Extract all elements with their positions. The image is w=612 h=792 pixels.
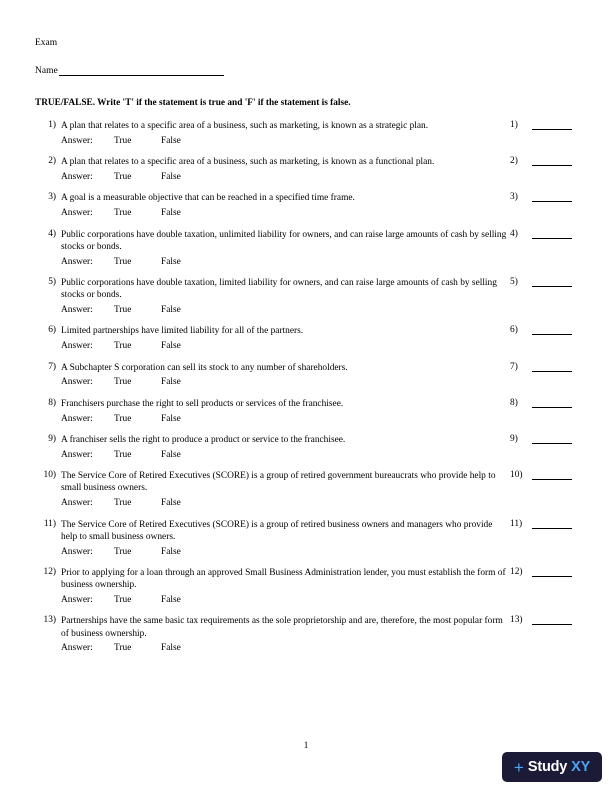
question-text: Partnerships have the same basic tax requirements as the sole proprietorship and are, therefore, the most popular form of business ownership.: [61, 616, 503, 639]
blank-line[interactable]: [532, 434, 572, 444]
option-false[interactable]: False: [161, 377, 181, 388]
question-list: [35, 120, 572, 653]
answer-label: Answer:: [61, 643, 93, 654]
option-true[interactable]: True: [114, 449, 132, 460]
option-true[interactable]: True: [114, 341, 132, 352]
blank-line[interactable]: [532, 156, 572, 166]
option-false[interactable]: False: [161, 304, 181, 315]
answer-options: [61, 377, 508, 387]
question-text: Public corporations have double taxation, limited liability for owners, and can raise large amounts of cash by selling stocks or bonds.: [61, 278, 497, 301]
question-number: 4): [48, 228, 56, 239]
blank-line[interactable]: [532, 519, 572, 529]
blank-number: 6): [510, 325, 518, 336]
answer-options: [61, 643, 508, 653]
answer-options: [61, 547, 508, 557]
question-number: 6): [48, 325, 56, 336]
answer-label: Answer:: [61, 135, 93, 146]
answer-options: [61, 257, 508, 267]
answer-options: [61, 208, 508, 218]
question-item: [35, 192, 572, 218]
question-item: [35, 434, 572, 460]
option-false[interactable]: False: [161, 341, 181, 352]
option-false[interactable]: False: [161, 643, 181, 654]
option-false[interactable]: False: [161, 256, 181, 267]
blank-line[interactable]: [532, 325, 572, 335]
option-false[interactable]: False: [161, 546, 181, 557]
answer-options: [61, 341, 508, 351]
exam-label: Exam: [35, 38, 58, 48]
plus-icon: +: [513, 757, 524, 777]
answer-options: [61, 305, 508, 315]
question-text: Prior to applying for a loan through an approved Small Business Administration lender, you must establish the form of business ownership.: [61, 568, 506, 591]
answer-options: [61, 450, 508, 460]
answer-label: Answer:: [61, 413, 93, 424]
question-text: A goal is a measurable objective that can be reached in a specified time frame.: [61, 193, 355, 204]
answer-label: Answer:: [61, 594, 93, 605]
question-number: 11): [43, 518, 56, 529]
option-false[interactable]: False: [161, 413, 181, 424]
blank-number: 13): [510, 615, 523, 626]
blank-line[interactable]: [532, 277, 572, 287]
question-item: [35, 615, 572, 653]
option-true[interactable]: True: [114, 546, 132, 557]
answer-blank: [510, 325, 572, 335]
answer-options: [61, 414, 508, 424]
blank-number: 2): [510, 156, 518, 167]
blank-line[interactable]: [532, 229, 572, 239]
option-true[interactable]: True: [114, 643, 132, 654]
name-label: Name: [35, 66, 58, 76]
option-false[interactable]: False: [161, 208, 181, 219]
blank-number: 12): [510, 567, 523, 578]
question-number: 1): [48, 120, 56, 130]
option-true[interactable]: True: [114, 208, 132, 219]
question-number: 3): [48, 192, 56, 203]
answer-label: Answer:: [61, 171, 93, 182]
answer-label: Answer:: [61, 377, 93, 388]
option-true[interactable]: True: [114, 304, 132, 315]
answer-label: Answer:: [61, 498, 93, 509]
question-text: A franchiser sells the right to produce a product or service to the franchisee.: [61, 435, 346, 446]
option-true[interactable]: True: [114, 135, 132, 146]
question-item: [35, 229, 572, 267]
answer-options: [61, 595, 508, 605]
blank-number: 4): [510, 228, 518, 239]
option-false[interactable]: False: [161, 594, 181, 605]
answer-blank: [510, 362, 572, 372]
question-item: [35, 567, 572, 605]
question-number: 2): [48, 156, 56, 167]
answer-blank: [510, 615, 572, 625]
option-true[interactable]: True: [114, 498, 132, 509]
watermark-study-text: Study: [527, 759, 568, 775]
answer-label: Answer:: [61, 341, 93, 352]
blank-number: 3): [510, 192, 518, 203]
option-true[interactable]: True: [114, 377, 132, 388]
question-item: [35, 156, 572, 182]
blank-line[interactable]: [532, 398, 572, 408]
option-false[interactable]: False: [161, 135, 181, 146]
answer-blank: [510, 120, 572, 130]
question-item: [35, 325, 572, 351]
answer-label: Answer:: [61, 208, 93, 219]
name-field-row: [35, 65, 572, 76]
blank-number: 9): [510, 434, 518, 445]
question-number: 12): [43, 567, 56, 578]
question-text: Public corporations have double taxation, unlimited liability for owners, and can raise large amounts of cash by selling stocks or bonds.: [61, 229, 507, 252]
blank-number: 8): [510, 397, 518, 408]
option-false[interactable]: False: [161, 498, 181, 509]
question-item: [35, 362, 572, 388]
blank-number: 10): [510, 470, 523, 481]
answer-blank: [510, 470, 572, 480]
answer-options: [61, 498, 508, 508]
answer-blank: [510, 398, 572, 408]
option-true[interactable]: True: [114, 594, 132, 605]
blank-line[interactable]: [532, 192, 572, 202]
blank-number: 1): [510, 120, 518, 130]
question-item: [35, 398, 572, 424]
question-text: The Service Core of Retired Executives (SCORE) is a group of retired business owners and managers who provide help to small business owners.: [61, 519, 493, 542]
blank-line[interactable]: [532, 615, 572, 625]
watermark-xy-text: XY: [571, 759, 591, 775]
name-input-line[interactable]: [59, 65, 224, 76]
question-item: [35, 277, 572, 315]
studyxy-watermark[interactable]: [502, 752, 602, 782]
blank-line[interactable]: [532, 470, 572, 480]
answer-blank: [510, 156, 572, 166]
question-text: A plan that relates to a specific area of a business, such as marketing, is known as a functional plan.: [61, 157, 435, 168]
page-number: 1: [303, 740, 309, 750]
answer-blank: [510, 567, 572, 577]
option-true[interactable]: True: [114, 256, 132, 267]
question-number: 5): [48, 277, 56, 288]
answer-blank: [510, 277, 572, 287]
blank-number: 11): [510, 518, 523, 529]
question-number: 13): [43, 615, 56, 626]
question-number: 7): [48, 361, 56, 372]
answer-blank: [510, 229, 572, 239]
blank-line[interactable]: [532, 567, 572, 577]
answer-blank: [510, 519, 572, 529]
option-true[interactable]: True: [114, 413, 132, 424]
answer-label: Answer:: [61, 449, 93, 460]
question-number: 10): [43, 470, 56, 481]
answer-label: Answer:: [61, 546, 93, 557]
question-item: [35, 470, 572, 508]
answer-options: [61, 136, 508, 146]
question-item: [35, 120, 572, 146]
option-false[interactable]: False: [161, 171, 181, 182]
answer-blank: [510, 434, 572, 444]
question-number: 9): [48, 434, 56, 445]
question-text: Limited partnerships have limited liability for all of the partners.: [61, 326, 304, 337]
question-text: A plan that relates to a specific area of a business, such as marketing, is known as a strategic plan.: [61, 121, 429, 131]
answer-options: [61, 172, 508, 182]
option-false[interactable]: False: [161, 449, 181, 460]
answer-label: Answer:: [61, 304, 93, 315]
question-text: Franchisers purchase the right to sell products or services of the franchisee.: [61, 398, 344, 409]
blank-number: 5): [510, 277, 518, 288]
blank-line[interactable]: [532, 362, 572, 372]
answer-label: Answer:: [61, 256, 93, 267]
blank-line[interactable]: [532, 120, 572, 130]
question-number: 8): [48, 397, 56, 408]
option-true[interactable]: True: [114, 171, 132, 182]
instructions-text: TRUE/FALSE. Write 'T' if the statement is true and 'F' if the statement is false.: [35, 98, 351, 108]
blank-number: 7): [510, 361, 518, 372]
answer-blank: [510, 192, 572, 202]
question-text: A Subchapter S corporation can sell its stock to any number of shareholders.: [61, 362, 348, 373]
question-text: The Service Core of Retired Executives (SCORE) is a group of retired government bureaucrats who provide help to small business owners.: [61, 471, 496, 494]
question-item: [35, 519, 572, 557]
